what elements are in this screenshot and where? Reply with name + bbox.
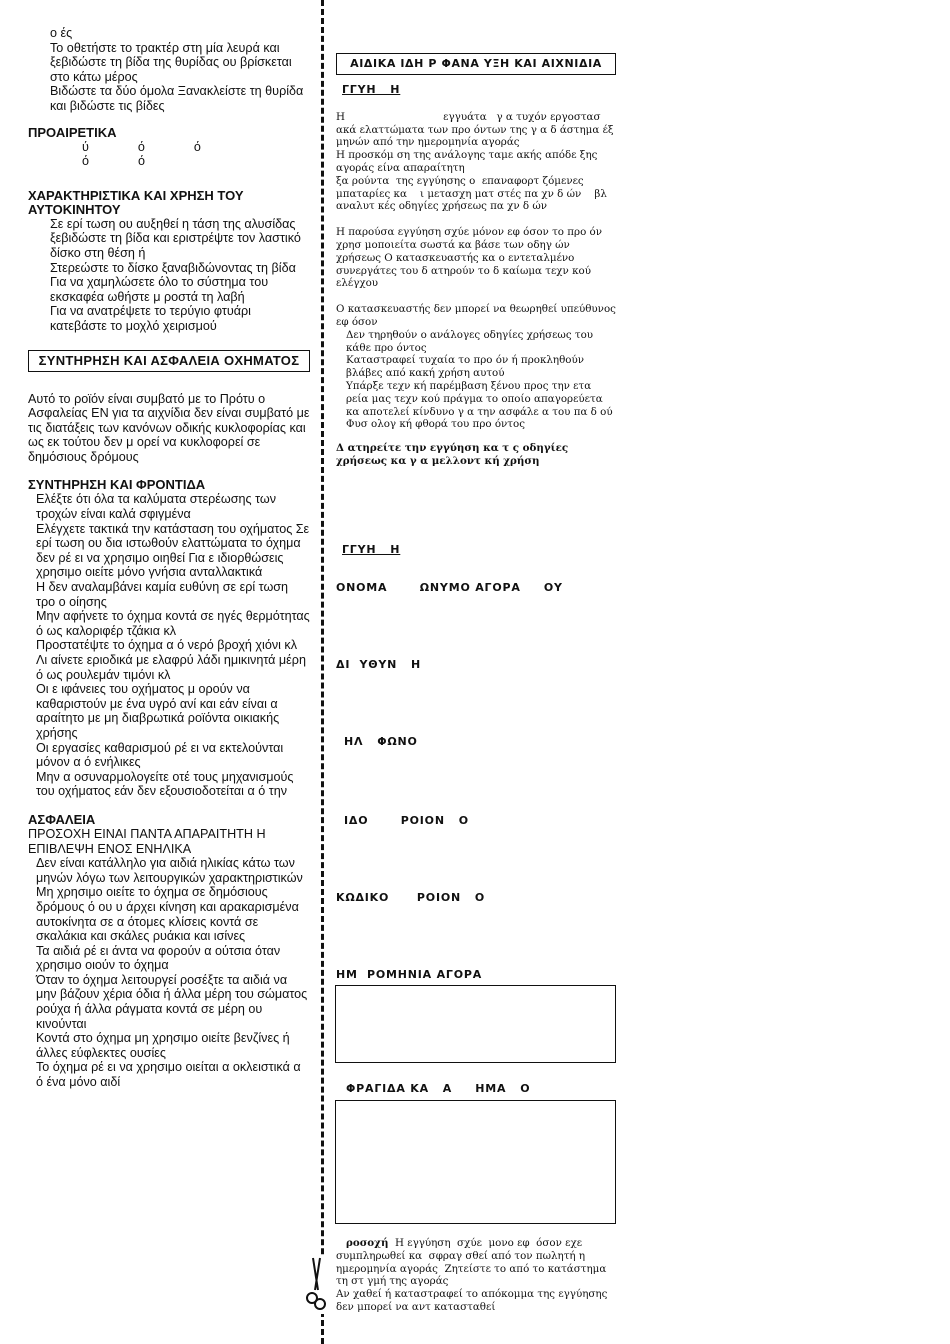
notice-text: Η εγγύηση σχύε μονο εφ όσον εχε συμπληρωθεί κα σφραγ σθεί από τον πωλητή η ημερομηνία αγοράς Ζητείστε το από το κατάστημα τη στ γμή της αγοράς <box>336 1237 610 1288</box>
scissors-icon <box>305 1256 327 1314</box>
optional-line: ό ό <box>82 154 145 169</box>
warranty-paragraph: Η προσκόμ ση της ανάλογης ταμε ακής απόδε ξης αγοράς είνα απαραίτητη <box>336 149 598 174</box>
safety-heading: ΑΣΦΑΛΕΙΑ <box>28 811 96 827</box>
safety-box-title: ΣΥΝΤΗΡΗΣΗ ΚΑΙ ΑΣΦΑΛΕΙΑ ΟΧΗΜΑΤΟΣ <box>28 350 310 372</box>
optional-heading: ΠΡΟΑΙΡΕΤΙΚΑ <box>28 124 117 140</box>
left-column <box>28 26 310 1090</box>
product-code-label: ΚΩΔΙΚΟ ΡΟΙΟΝ Ο <box>336 891 486 904</box>
exclusion-item: Φυσ ολογ κή φθορά του προ όντος <box>346 418 525 431</box>
care-line: Μην α οσυναρμολογείτε οτέ τους μηχανισμούς του οχήματος εάν δεν εξουσιοδοτείται α ό την <box>36 769 294 799</box>
features-line: Για να ανατρέψετε το τερύγιο φτυάρι κατεβάστε το μοχλό χειρισμού <box>50 304 251 333</box>
buyer-name-label: ΟΝΟΜΑ ΩΝΥΜΟ ΑΓΟΡΑ ΟΥ <box>336 581 563 594</box>
features-heading: ΧΑΡΑΚΤΗΡΙΣΤΙΚΑ ΚΑΙ ΧΡΗΣΗ ΤΟΥ ΑΥΤΟΚΙΝΗΤΟΥ <box>28 187 244 217</box>
warranty-coupon-heading: ΓΓΥΗ Η <box>342 543 401 556</box>
care-line: Προστατέψτε το όχημα α ό νερό βροχή χιόνι κλ <box>36 638 298 653</box>
warranty-heading: ΓΓΥΗ Η <box>342 83 401 96</box>
safety-line: Όταν το όχημα λειτουργεί ροσέξτε τα αιδιά να μην βάζουν χέρια όδια ή άλλα μέρη του σώματος ρούχα ή άλλα ράγματα κοντά σε μέρη ου κινούνται <box>36 972 308 1031</box>
optional-line: ύ ό ό <box>82 139 201 154</box>
safety-line: Δεν είναι κατάλληλο για αιδιά ηλικίας κάτω των μηνών λόγω των λειτουργικών χαρακτηριστικών <box>36 856 303 885</box>
safety-line: Τα αιδιά ρέ ει άντα να φορούν α ούτσια όταν χρησιμο οιούν το όχημα <box>36 943 281 973</box>
safety-warning-caps: ΠΡΟΣΟΧΗ ΕΙΝΑΙ ΠΑΝΤΑ ΑΠΑΡΑΙΤΗΤΗ Η ΕΠΙΒΛΕΨΗ ΕΝΟΣ ΕΝΗΛΙΚΑ <box>28 826 266 856</box>
exclusion-item: Καταστραφεί τυχαία το προ όν ή προκληθούν βλάβες από κακή χρήση αυτού <box>346 354 584 380</box>
care-line: Ελέγχετε τακτικά την κατάσταση του οχήματος Σε ερί τωση ου δια ιστωθούν ελαττώματα το όχημα δεν ρέ ει να χρησιμο οιηθεί Για ε ιδιορθώσεις χρησιμο οιείτε μόνο γνήσια ανταλλακτικά <box>36 521 310 580</box>
warranty-paragraph: Η παρούσα εγγύηση σχύε μόνον εφ όσον το προ όν χρησ μοποιείτα σωστά κα βάσε των οδηγ ών χρήσεως Ο κατασκευαστής κα ο εντεταλμένο συνεργάτες του δ ατηρούν το δ καίωμα τεχν κού ελέγχου <box>336 226 602 290</box>
care-heading: ΣΥΝΤΗΡΗΣΗ ΚΑΙ ΦΡΟΝΤΙΔΑ <box>28 477 206 493</box>
care-line: Ελέξτε ότι όλα τα καλύματα στερέωσης των τροχών είναι καλά σφιγμένα <box>36 492 277 522</box>
keep-warranty-note: Δ ατηρείτε την εγγύηση κα τ ς οδηγίες χρήσεως κα γ α μελλοντ κή χρήση <box>336 442 569 467</box>
purchase-date-box[interactable] <box>335 985 616 1063</box>
product-type-label: ΙΔΟ ΡΟΙΟΝ Ο <box>344 814 469 827</box>
safety-line: Μη χρησιμο οιείτε το όχημα σε δημόσιους δρόμους ό ου υ άρχει κίνηση και αρακαρισμένα αυτοκίνητα σε α ότομες κλίσεις κοντά σε σκαλάκια και σκάλες ρυάκια και ισίνες <box>36 885 299 944</box>
warranty-column <box>336 26 621 468</box>
safety-line: Το όχημα ρέ ει να χρησιμο οιείται α οκλειστικά α ό ένα μόνο αιδί <box>36 1060 301 1090</box>
step-line: Το οθετήστε το τρακτέρ στη μία λευρά και ξεβιδώστε τη βίδα της θυρίδας ου βρίσκεται στο κάτω μέρος <box>50 40 292 84</box>
safety-line: Κοντά στο όχημα μη χρησιμο οιείτε βενζίνες ή άλλες εύφλεκτες ουσίες <box>36 1031 290 1060</box>
care-line: Οι ε ιφάνειες του οχήματος μ ορούν να καθαριστούν με ένα υγρό ανί και εάν είναι α αραίτητο με μη διαβρωτικά ροϊόντα οικιακής χρήσης <box>36 682 280 740</box>
shop-stamp-label: ΦΡΑΓΙΔΑ ΚΑ Α ΗΜΑ Ο <box>346 1082 531 1095</box>
care-line: Λι αίνετε εριοδικά με ελαφρύ λάδι ημικινητά μέρη ό ως ρουλεμάν τιμόνι κλ <box>36 653 306 682</box>
step-line: Βιδώστε τα δύο όμολα Ξανακλείστε τη θυρίδα και βιδώστε τις βίδες <box>50 84 304 113</box>
phone-label: ΗΛ ΦΩΝΟ <box>344 735 418 748</box>
compliance-text: Αυτό το ροϊόν είναι συμβατό με το Πρότυ ο Ασφαλείας EN για τα αιχνίδια δεν είναι συμβατό με τις διατάξεις των κανόνων οδικής κυκλοφορίας και ως εκ τούτου δεν μ ορεί να κυκλοφορεί σε δημόσιους δρόμους <box>28 391 310 464</box>
warranty-box-title: ΑΙΔΙΚΑ ΙΔΗ Ρ ΦΑΝΑ ΥΞΗ ΚΑΙ ΑΙΧΝΙΔΙΑ <box>336 53 616 75</box>
cut-line <box>321 0 324 1344</box>
care-line: Μην αφήνετε το όχημα κοντά σε ηγές θερμότητας ό ως καλοριφέρ τζάκια κλ <box>36 609 310 638</box>
warranty-paragraph: Η εγγυάτα γ α τυχόν εργοστασ ακά ελαττώματα των προ όντων της γ α δ άστημα έξ μηνών από την ημερομηνία αγοράς <box>336 110 621 149</box>
warranty-paragraph: Ο κατασκευαστής δεν μπορεί να θεωρηθεί υπεύθυνος εφ όσον <box>336 303 616 328</box>
features-line: Στερεώστε το δίσκο ξαναβιδώνοντας τη βίδα <box>50 260 296 275</box>
exclusion-item: Δεν τηρηθούν ο ανάλογες οδηγίες χρήσεως του κάθε προ όντος <box>346 328 594 354</box>
features-line: Για να χαμηλώσετε όλο το σύστημα του εκσκαφέα ωθήστε μ ροστά τη λαβή <box>50 275 269 304</box>
address-label: ΔΙ ΥΘΥΝ Η <box>336 658 422 671</box>
purchase-date-label: ΗΜ ΡΟΜΗΝΙΑ ΑΓΟΡΑ <box>336 968 483 981</box>
warranty-paragraph: ξα ρούντα της εγγύησης ο επαναφορτ ζόμενες μπαταρίες κα ι μετασχη ματ στές πα χν δ ών βλ αναλυτ κές οδηγίες χρήσεως πα χν δ ών <box>336 174 614 213</box>
care-line: Η δεν αναλαμβάνει καμία ευθύνη σε ερί τωση τρο ο οίησης <box>36 580 289 609</box>
coupon-notice <box>336 1237 616 1314</box>
care-line: Οι εργασίες καθαρισμού ρέ ει να εκτελούνται μόνον α ό ενήλικες <box>36 740 284 770</box>
features-line: Σε ερί τωση ου αυξηθεί η τάση της αλυσίδας ξεβιδώστε τη βίδα και εριστρέψτε τον λαστικό δίσκο στη θέση ή <box>50 216 301 260</box>
step-heading: ο ές <box>50 26 73 40</box>
notice-text-2: Αν χαθεί ή καταστραφεί το απόκομμα της εγγύησης δεν μπορεί να αντ κατασταθεί <box>336 1288 608 1313</box>
exclusion-item: Υπάρξε τεχν κή παρέμβαση ξένου προς την ετα ρεία μας τεχν κού πράγμα το οποίο απαγορεύετα κα αποτελεί κίνδυνο γ α την ασφάλε α του πα δ ού <box>346 379 613 418</box>
notice-label: ροσοχή <box>346 1237 389 1249</box>
shop-stamp-box[interactable] <box>335 1100 616 1224</box>
